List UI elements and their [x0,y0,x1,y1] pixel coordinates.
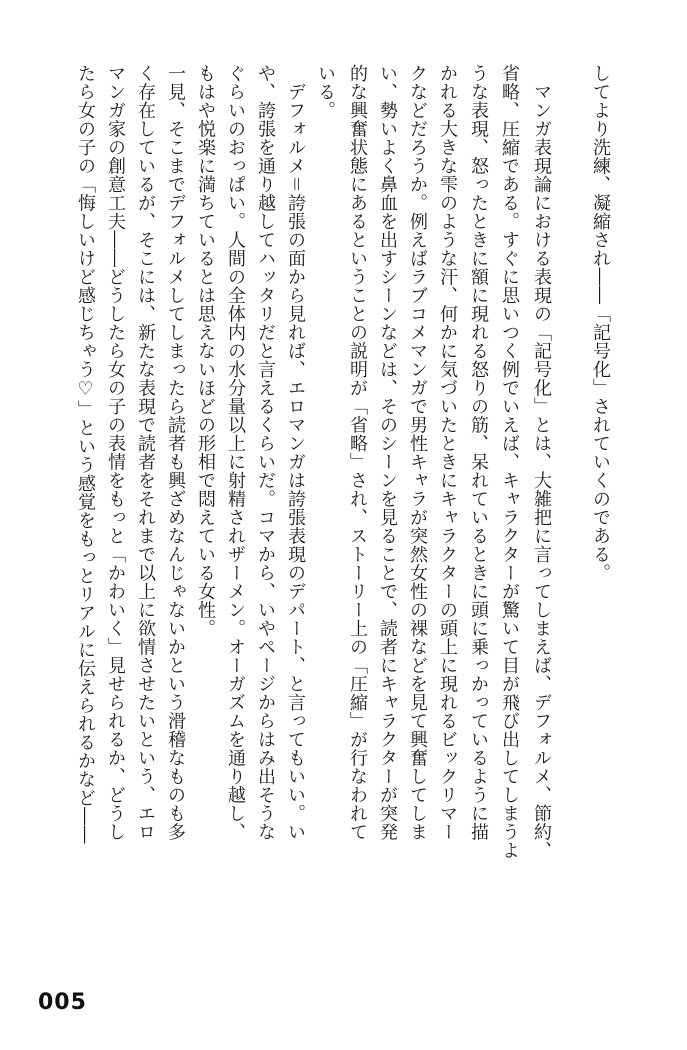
text-column: マンガ表現論における表現の「記号化」とは、大雑把に言ってしまえば、デフォルメ、節約、 [531,64,552,860]
text-column: してより洗練、凝縮され――「記号化」されていくのである。 [590,64,611,582]
text-column: うな表現、怒ったときに額に現れる怒りの筋、呆れているときに頭に乗っかっているように描 [468,64,489,841]
text-column: デフォルメ＝誇張の面から見れば、エロマンガは誇張表現のデパート、と言ってもいい。い [285,64,306,841]
text-column: たら女の子の「悔しいけど感じちゃう♡」という感覚をもっとリアルに伝えられるかなど―― [75,64,96,844]
text-column: く存在しているが、そこには、新たな表現で読者をそれまで以上に欲情させたいという、エロ [135,64,156,841]
text-column: もはや悦楽に満ちているとは思えないほどの形相で悶えている女性。 [195,64,216,638]
text-column: いる。 [315,64,336,120]
text-column: かれる大きな雫のような汗、何かに気づいたときにキャラクターの頭上に現れるビックリマー [437,64,458,841]
text-column: 省略、圧縮である。すぐに思いつく例でいえば、キャラクターが驚いて目が飛び出してしまうよ [499,64,520,860]
text-column: クなどだろうか。例えばラブコメマンガで男性キャラが突然女性の裸などを見て興奮してしま [407,64,428,841]
text-column: い、勢いよく鼻血を出すシーンなどは、そのシーンを見ることで、読者にキャラクターが突発 [377,64,398,841]
text-column: ぐらいのおっぱい。人間の全体内の水分量以上に射精されザーメン。オーガズムを通り越し、 [225,64,246,841]
text-column: 一見、そこまでデフォルメしてしまったら読者も興ざめなんじゃないかという滑稽なものも多 [165,64,186,841]
page-number: 005 [38,990,87,1015]
text-column: や、誇張を通り越してハッタリだと言えるくらいだ。コマから、いやページからはみ出そうな [255,64,276,841]
text-column: マンガ家の創意工夫――どうしたら女の子の表情をもっと「かわいく」見せられるか、どうし [105,64,126,841]
text-column: 的な興奮状態にあるということの説明が「省略」され、ストーリー上の「圧縮」が行なわれて [347,64,368,841]
